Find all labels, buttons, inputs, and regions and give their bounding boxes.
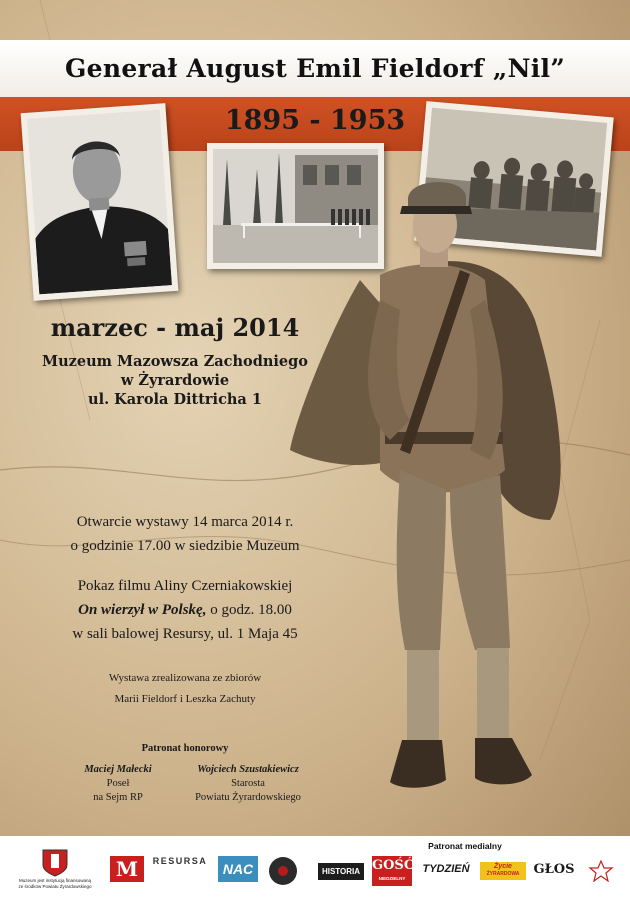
- media-patronage-heading: Patronat medialny: [428, 841, 502, 851]
- county-crest-icon: [42, 849, 68, 877]
- patron-1-role: Poseł: [106, 778, 130, 789]
- gosc-niedzielny-logo: [372, 856, 415, 886]
- zycie-title: Życie: [494, 863, 512, 870]
- film-line-2: [25, 598, 345, 622]
- resursa-logo: RESURSA: [152, 856, 208, 866]
- film-time: o godz. 18.00: [206, 602, 292, 618]
- historia-logo: HISTORIA: [318, 863, 364, 880]
- patron-1-role-2: na Sejm RP: [93, 792, 143, 803]
- tydzien-logo: TYDZIEŃ: [422, 863, 470, 875]
- life-years: 1895 - 1953: [224, 105, 406, 136]
- funding-note-line-2: ze środków Powiatu Żyrardowskiego: [18, 883, 92, 889]
- opening-line-1: Otwarcie wystawy 14 marca 2014 r.: [76, 514, 294, 530]
- zycie-zyrardowa-logo: [480, 862, 526, 880]
- film-title: On wierzył w Polskę,: [78, 602, 207, 618]
- patron-2-role: Starosta: [231, 778, 265, 789]
- disc-logo-icon: [268, 856, 298, 886]
- soldier-figure: [270, 170, 605, 830]
- zycie-subtitle: ŻYRARDOWA: [486, 871, 520, 877]
- nac-logo: NAC: [218, 856, 258, 882]
- funding-note-line-1: Muzeum jest instytucją finansowaną: [18, 878, 92, 883]
- exhibition-dates: marzec - maj 2014: [50, 313, 300, 342]
- poster-title: Generał August Emil Fieldorf „Nil”: [64, 54, 566, 83]
- credits-line-2: Marii Fieldorf i Leszka Zachuty: [114, 693, 256, 705]
- venue-name: Muzeum Mazowsza Zachodniego: [42, 353, 308, 370]
- title-band: [0, 40, 630, 98]
- patron-1: [48, 763, 188, 805]
- glos-logo: GŁOS: [533, 862, 575, 877]
- county-funding-note: [5, 878, 105, 889]
- opening-line-2: o godzinie 17.00 w siedzibie Muzeum: [70, 538, 300, 554]
- museum-m-logo: M: [110, 856, 144, 882]
- honorary-patronage-heading: Patronat honorowy: [141, 743, 229, 754]
- venue-street: ul. Karola Dittricha 1: [88, 391, 262, 408]
- portrait-photo: [21, 103, 179, 301]
- patron-2: [168, 763, 328, 805]
- venue-address: [30, 352, 320, 409]
- collection-credits: [60, 668, 310, 710]
- gosc-title: GOŚĆ: [372, 858, 415, 873]
- film-screening-info: [25, 574, 345, 646]
- credits-line-1: Wystawa zrealizowana ze zbiorów: [108, 672, 262, 684]
- film-line-3: w sali balowej Resursy, ul. 1 Maja 45: [72, 626, 298, 642]
- opening-info: [25, 510, 345, 558]
- film-line-1: Pokaz filmu Aliny Czerniakowskiej: [77, 578, 293, 594]
- patron-2-name: Wojciech Szustakiewicz: [197, 764, 299, 775]
- patron-2-role-2: Powiatu Żyrardowskiego: [195, 792, 301, 803]
- gosc-subtitle: NIEDZIELNY: [378, 876, 406, 881]
- patron-1-name: Maciej Małecki: [84, 764, 152, 775]
- star-logo-icon: [585, 860, 617, 882]
- venue-city: w Żyrardowie: [120, 372, 230, 389]
